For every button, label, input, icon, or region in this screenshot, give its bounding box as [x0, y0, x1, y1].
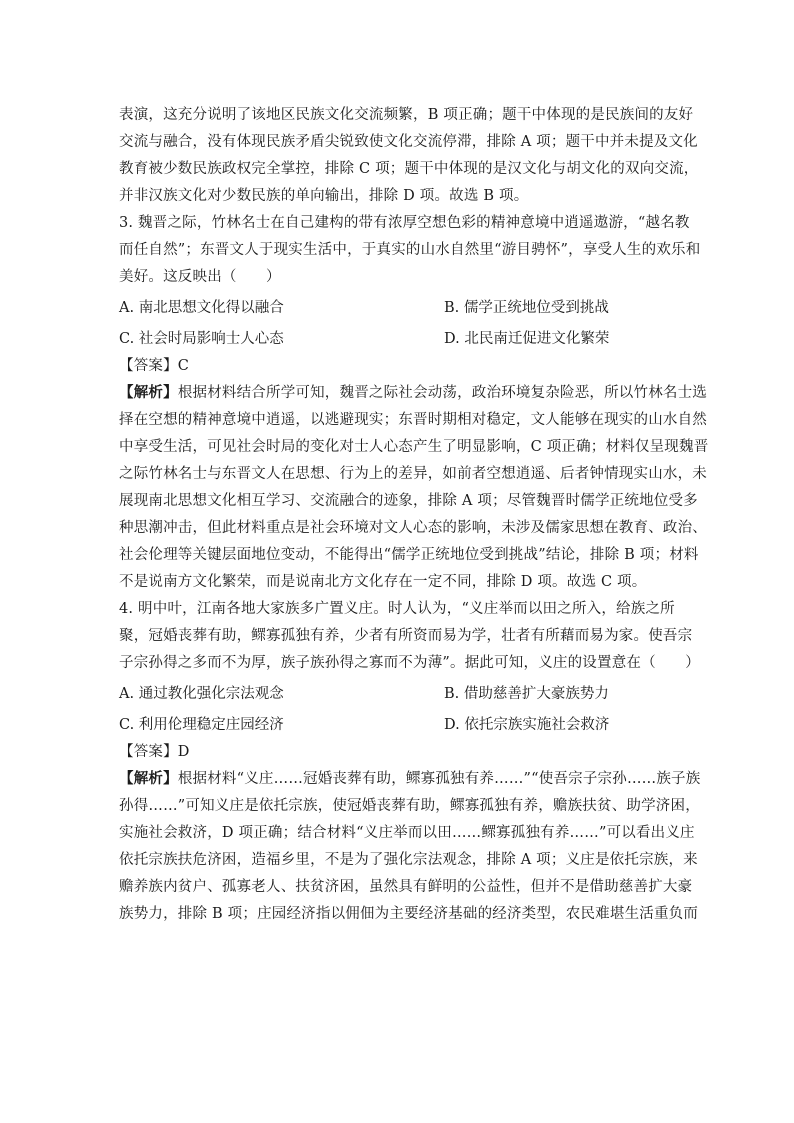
q4-analysis-line: 赡养族内贫户、孤寡老人、扶贫济困，虽然具有鲜明的公益性，但并不是借助慈善扩大豪	[119, 879, 693, 895]
q3-analysis-line	[119, 383, 707, 403]
q3-option-c: C. 社会时局影响士人心态	[119, 331, 284, 347]
q3-option-b: B. 儒学正统地位受到挑战	[444, 300, 609, 316]
analysis-heading: 【解析】	[119, 770, 178, 787]
q4-answer: 【答案】D	[119, 744, 190, 760]
question-3-stem: 美好。这反映出（ ）	[119, 269, 281, 285]
q4-analysis-line: 族势力，排除 B 项；庄园经济指以佣佃为主要经济基础的经济类型，农民难堪生活重负而	[119, 906, 699, 922]
text-line: 并非汉族文化对少数民族的单向输出，排除 D 项。故选 B 项。	[119, 188, 529, 204]
q3-analysis-line: 不是说南方文化繁荣，而是说南北方文化存在一定不同，排除 D 项。故选 C 项。	[119, 574, 647, 590]
q3-analysis-line: 展现南北思想文化相互学习、交流融合的迹象，排除 A 项；尽管魏晋时儒学正统地位受多	[119, 493, 698, 509]
q4-option-d: D. 依托宗族实施社会救济	[444, 717, 610, 733]
question-3-stem: 而任自然”；东晋文人于现实生活中，于真实的山水自然里“游目骋怀”，享受人生的欢乐和	[119, 242, 701, 258]
q3-option-d: D. 北民南迁促进文化繁荣	[444, 331, 610, 347]
question-4-stem: 聚，冠婚丧葬有助，鳏寡孤独有养，少者有所资而易为学，壮者有所藉而易为家。使吾宗	[119, 628, 693, 644]
analysis-text: 根据材料“义庄……冠婚丧葬有助，鳏寡孤独有养……”“使吾宗子宗孙……族子族	[177, 771, 701, 787]
q3-analysis-line: 种思潮冲击，但此材料重点是社会环境对文人心态的影响，未涉及儒家思想在教育、政治、	[119, 520, 707, 536]
q3-analysis-line: 中享受生活，可见社会时局的变化对士人心态产生了明显影响，C 项正确；材料仅呈现魏晋	[119, 439, 709, 455]
q4-analysis-line: 孙得……”可知义庄是依托宗族，使冠婚丧葬有助，鳏寡孤独有养，赡族扶贫、助学济困，	[119, 798, 700, 814]
analysis-text: 根据材料结合所学可知，魏晋之际社会动荡，政治环境复杂险恶，所以竹林名士选	[177, 385, 708, 401]
question-3-stem: 3. 魏晋之际，竹林名士在自己建构的带有浓厚空想色彩的精神意境中逍遥遨游，“越名教	[119, 215, 690, 231]
text-line: 表演，这充分说明了该地区民族文化交流频繁，B 项正确；题干中体现的是民族间的友好	[119, 107, 694, 123]
question-4-stem: 子宗孙得之多而不为厚，族子族孙得之寡而不为薄”。据此可知，义庄的设置意在（ ）	[119, 655, 700, 671]
q3-answer: 【答案】C	[119, 358, 190, 374]
text-line: 交流与融合，没有体现民族矛盾尖锐致使文化交流停滞，排除 A 项；题干中并未提及文化	[119, 134, 698, 150]
question-4-stem: 4. 明中叶，江南各地大家族多广置义庄。时人认为，“义庄举而以田之所入，给族之所	[119, 601, 675, 617]
analysis-heading: 【解析】	[119, 384, 178, 401]
q3-analysis-line: 择在空想的精神意境中逍遥，以逃避现实；东晋时期相对稳定，文人能够在现实的山水自然	[119, 412, 707, 428]
q4-analysis-line: 依托宗族扶危济困，造福乡里，不是为了强化宗法观念，排除 A 项；义庄是依托宗族，来	[119, 852, 698, 868]
text-line: 教育被少数民族政权完全掌控，排除 C 项；题干中体现的是汉文化与胡文化的双向交流，	[119, 161, 699, 177]
q3-analysis-line: 社会伦理等关键层面地位变动，不能得出“儒学正统地位受到挑战”结论，排除 B 项；材料	[119, 547, 699, 563]
q4-analysis-line: 实施社会救济，D 项正确；结合材料“义庄举而以田……鳏寡孤独有养……”可以看出义庄	[119, 825, 695, 841]
q4-option-a: A. 通过教化强化宗法观念	[119, 686, 284, 702]
q3-analysis-line: 之际竹林名士与东晋文人在思想、行为上的差异，如前者空想逍遥、后者钟情现实山水，未	[119, 466, 707, 482]
q3-option-a: A. 南北思想文化得以融合	[119, 300, 284, 316]
q4-analysis-line	[119, 769, 700, 789]
q4-option-b: B. 借助慈善扩大豪族势力	[444, 686, 609, 702]
q4-option-c: C. 利用伦理稳定庄园经济	[119, 717, 284, 733]
